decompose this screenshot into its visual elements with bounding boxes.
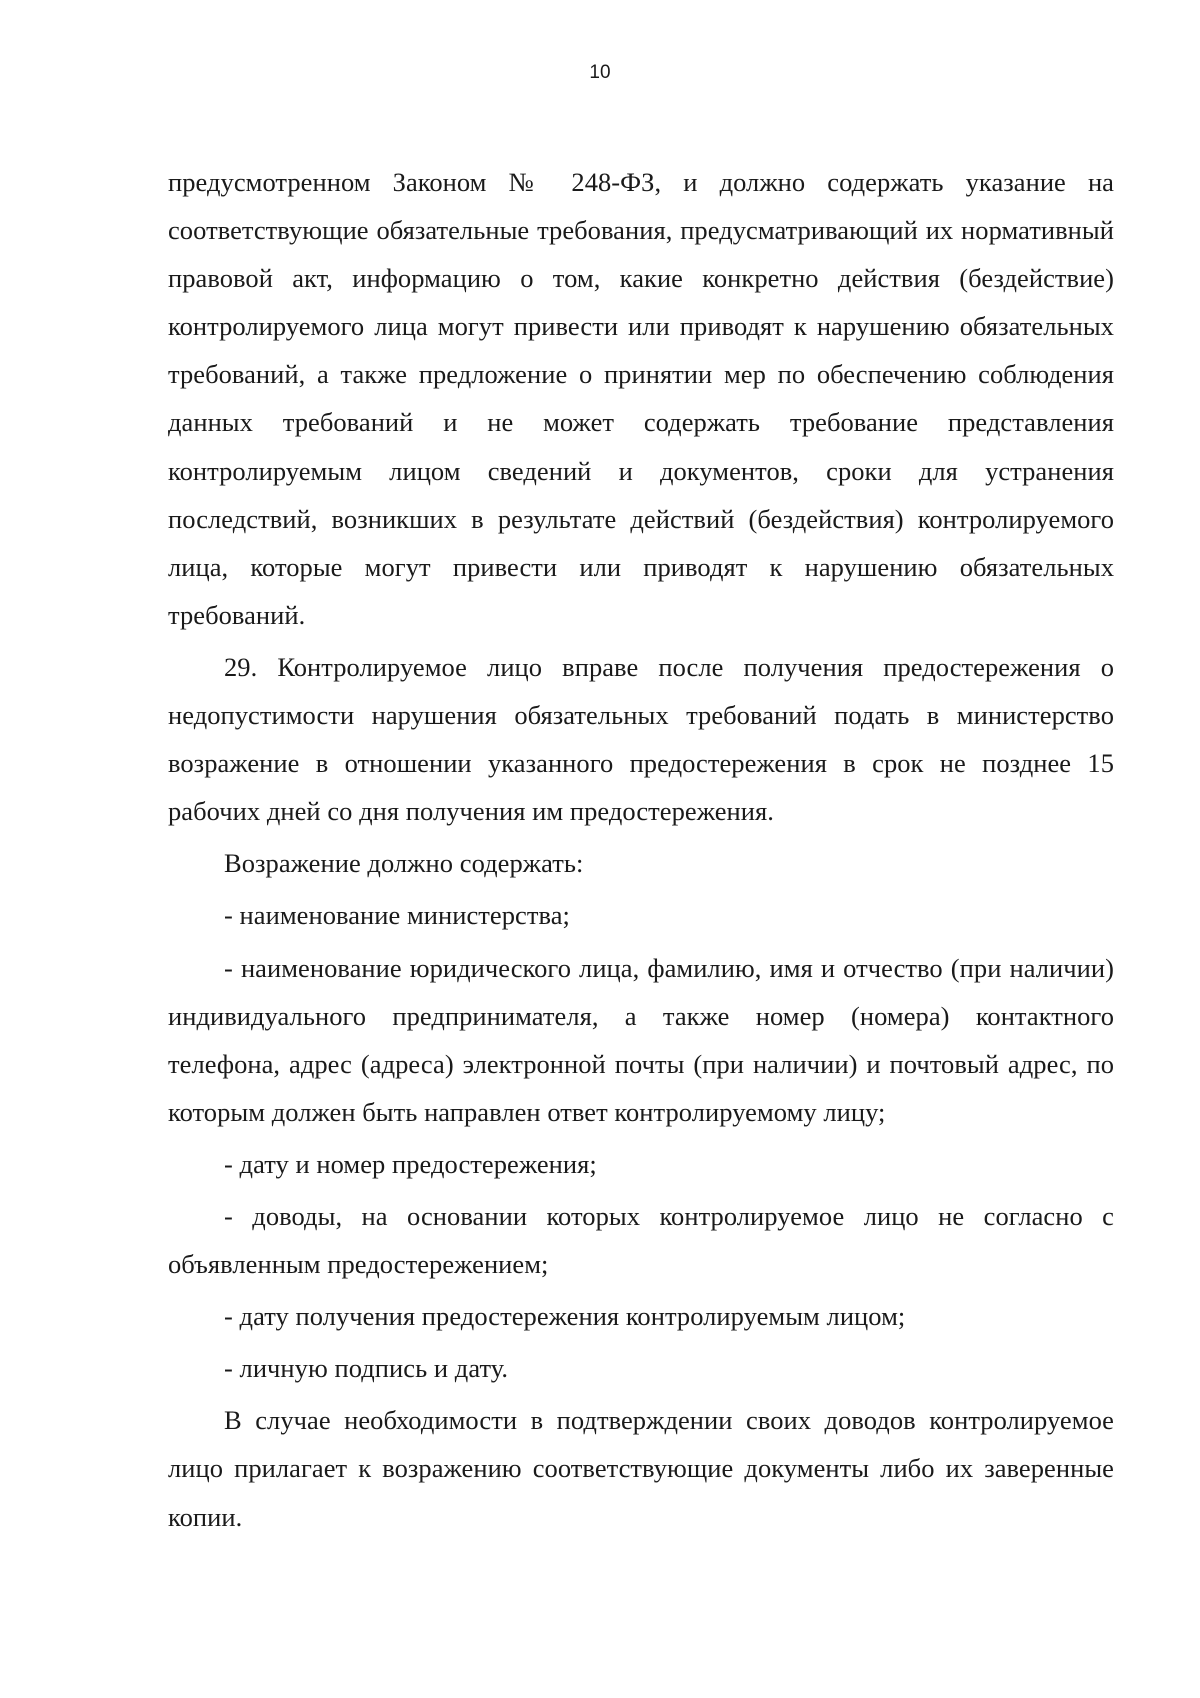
- list-item-warning-date-number: - дату и номер предостережения;: [224, 1148, 597, 1179]
- list-item-receipt-date: - дату получения предостережения контролируемым лицом;: [224, 1301, 906, 1332]
- paragraph-continued: предусмотренном Законом № 248-ФЗ, и должно содержать указание на соответствующие обязательные требования, предусматривающий их нормативный правовой акт, информацию о том, какие конкретно действия (бездействие) контролируемого лица могут привести или приводят к нарушению обязательных требований, а также предложение о принятии мер по обеспечению соблюдения данных требований и не может содержать требование представления контролируемым лицом сведений и документов, сроки для устранения последствий, возникших в результате действий (бездействия) контролируемого лица, которые могут привести или приводят к нарушению обязательных требований.: [168, 167, 1114, 630]
- list-item-applicant-details: - наименование юридического лица, фамилию, имя и отчество (при наличии) индивидуального предпринимателя, а также номер (номера) контактного телефона, адрес (адреса) электронной почты (при наличии) и почтовый адрес, по которым должен быть направлен ответ контролируемому лицу;: [168, 952, 1114, 1127]
- list-item-arguments: - доводы, на основании которых контролируемое лицо не согласно с объявленным предостережением;: [168, 1200, 1114, 1280]
- paragraph-objection-intro: Возражение должно содержать:: [224, 848, 584, 879]
- page-number: 10: [589, 62, 611, 83]
- list-item-signature-date: - личную подпись и дату.: [224, 1353, 509, 1384]
- document-body: [168, 158, 1114, 1541]
- paragraph-supporting-documents: В случае необходимости в подтверждении своих доводов контролируемое лицо прилагает к возражению соответствующие документы либо их заверенные копии.: [168, 1405, 1114, 1532]
- paragraph-29: 29. Контролируемое лицо вправе после получения предостережения о недопустимости нарушения обязательных требований подать в министерство возражение в отношении указанного предостережения в срок не позднее 15 рабочих дней со дня получения им предостережения.: [168, 651, 1114, 827]
- list-item-ministry-name: - наименование министерства;: [224, 900, 570, 931]
